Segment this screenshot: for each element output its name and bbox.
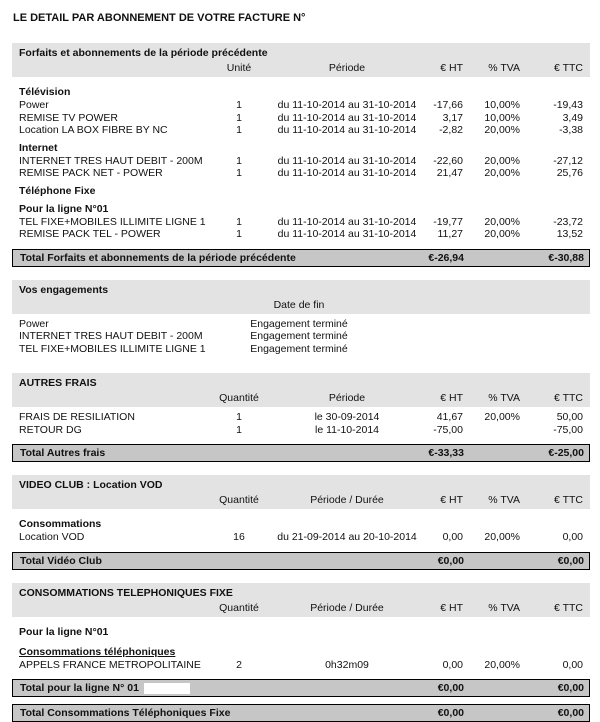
cell-ht: 41,67 xyxy=(425,411,463,424)
cell-tva: 20,00% xyxy=(463,531,520,544)
total-ttc: €0,00 xyxy=(521,707,584,719)
section-rows xyxy=(12,509,590,549)
cell-quantity: 1 xyxy=(209,99,269,112)
column-headers xyxy=(19,494,583,506)
cell-period: du 11-10-2014 au 31-10-2014 xyxy=(269,216,425,229)
column-ttc: € TTC xyxy=(520,62,583,74)
section-video-club xyxy=(12,475,590,570)
table-row xyxy=(19,424,583,437)
cell-quantity: 1 xyxy=(209,228,269,241)
table-row xyxy=(19,112,583,125)
total-bar-video-club xyxy=(12,552,590,570)
total-ht: €-26,94 xyxy=(426,252,464,264)
column-name-spacer xyxy=(19,392,209,404)
cell-ttc: -19,43 xyxy=(520,99,583,112)
cell-period: du 11-10-2014 au 31-10-2014 xyxy=(269,112,425,125)
section-header-bar xyxy=(12,373,590,407)
section-engagements xyxy=(12,280,590,361)
column-headers xyxy=(19,392,583,404)
section-header-bar xyxy=(12,583,590,617)
cell-date-fin: Engagement terminé xyxy=(209,330,389,343)
cell-ht: 11,27 xyxy=(425,228,463,241)
column-ttc: € TTC xyxy=(520,494,583,506)
column-period: Période xyxy=(269,62,425,74)
cell-tva: 10,00% xyxy=(463,99,520,112)
column-ht: € HT xyxy=(425,62,463,74)
total-bar-conso-tel-fixe xyxy=(12,704,590,722)
total-ttc: €-25,00 xyxy=(521,447,584,459)
column-name-spacer xyxy=(19,62,209,74)
column-tva: % TVA xyxy=(463,494,520,506)
cell-period: le 30-09-2014 xyxy=(269,411,425,424)
cell-ttc: 3,49 xyxy=(520,112,583,125)
table-row xyxy=(19,124,583,137)
cell-quantity: 1 xyxy=(209,216,269,229)
table-row xyxy=(19,228,583,241)
column-ttc: € TTC xyxy=(520,392,583,404)
cell-ht: 0,00 xyxy=(425,659,463,672)
column-headers xyxy=(19,299,583,311)
column-period: Période / Durée xyxy=(269,602,425,614)
table-row xyxy=(19,531,583,544)
cell-ttc: 13,52 xyxy=(520,228,583,241)
column-date-fin: Date de fin xyxy=(209,299,389,311)
cell-quantity: 1 xyxy=(209,124,269,137)
section-header-bar xyxy=(12,280,590,314)
total-ht: €0,00 xyxy=(426,555,464,567)
column-headers xyxy=(19,602,583,614)
column-unit: Quantité xyxy=(209,602,269,614)
column-headers xyxy=(19,62,583,74)
column-name-spacer xyxy=(19,602,209,614)
total-label xyxy=(20,682,426,694)
section-conso-tel-fixe xyxy=(12,583,590,722)
cell-date-fin: Engagement terminé xyxy=(209,318,389,331)
section-header-bar xyxy=(12,43,590,77)
total-label: Total Consommations Téléphoniques Fixe xyxy=(20,707,426,719)
column-unit: Quantité xyxy=(209,392,269,404)
total-label: Total Vidéo Club xyxy=(20,555,426,567)
cell-name: Location LA BOX FIBRE BY NC xyxy=(19,124,209,137)
cell-tva: 20,00% xyxy=(463,124,520,137)
cell-period: le 11-10-2014 xyxy=(269,424,425,437)
cell-ht: 3,17 xyxy=(425,112,463,125)
column-tva: % TVA xyxy=(463,392,520,404)
section-autres-frais xyxy=(12,373,590,462)
cell-ttc: 0,00 xyxy=(520,659,583,672)
cell-name: TEL FIXE+MOBILES ILLIMITE LIGNE 1 xyxy=(19,343,209,356)
section-title: CONSOMMATIONS TELEPHONIQUES FIXE xyxy=(19,587,583,599)
redacted-box xyxy=(144,683,190,694)
cell-period: du 11-10-2014 au 31-10-2014 xyxy=(269,99,425,112)
cell-ttc: -3,38 xyxy=(520,124,583,137)
total-bar-autres-frais xyxy=(12,444,590,462)
column-period: Période xyxy=(269,392,425,404)
cell-period: du 11-10-2014 au 31-10-2014 xyxy=(269,167,425,180)
total-bar-ligne-01 xyxy=(12,679,590,697)
column-unit: Unité xyxy=(209,62,269,74)
cell-ht: -2,82 xyxy=(425,124,463,137)
cell-ht: -75,00 xyxy=(425,424,463,437)
total-label: Total Forfaits et abonnements de la période précédente xyxy=(20,252,426,264)
column-ht: € HT xyxy=(425,602,463,614)
cell-quantity: 1 xyxy=(209,167,269,180)
section-title: Forfaits et abonnements de la période précédente xyxy=(19,47,583,59)
cell-ttc: -75,00 xyxy=(520,424,583,437)
total-ht: €0,00 xyxy=(426,682,464,694)
cell-tva: 10,00% xyxy=(463,112,520,125)
section-rows xyxy=(12,407,590,441)
table-row xyxy=(19,411,583,424)
column-ht: € HT xyxy=(425,494,463,506)
cell-tva: 20,00% xyxy=(463,167,520,180)
total-ht: €0,00 xyxy=(426,707,464,719)
cell-date-fin: Engagement terminé xyxy=(209,343,389,356)
cell-name: Location VOD xyxy=(19,531,209,544)
page-title: LE DETAIL PAR ABONNEMENT DE VOTRE FACTURE N° xyxy=(13,12,590,24)
section-rows xyxy=(12,77,590,246)
column-tva: % TVA xyxy=(463,602,520,614)
column-period: Période / Durée xyxy=(269,494,425,506)
cell-tva: 20,00% xyxy=(463,659,520,672)
cell-period: du 11-10-2014 au 31-10-2014 xyxy=(269,228,425,241)
cell-tva xyxy=(463,424,520,437)
total-ttc: €-30,88 xyxy=(521,252,584,264)
cell-ttc: 25,76 xyxy=(520,167,583,180)
cell-ttc: -23,72 xyxy=(520,216,583,229)
cell-quantity: 1 xyxy=(209,155,269,168)
table-row xyxy=(19,318,583,331)
column-unit: Quantité xyxy=(209,494,269,506)
cell-name: RETOUR DG xyxy=(19,424,209,437)
cell-name: TEL FIXE+MOBILES ILLIMITE LIGNE 1 xyxy=(19,216,209,229)
section-title: Vos engagements xyxy=(19,284,583,296)
column-ttc: € TTC xyxy=(520,602,583,614)
row-group-label: Pour la ligne N°01 xyxy=(19,202,583,216)
cell-name: REMISE PACK NET - POWER xyxy=(19,167,209,180)
section-title: VIDEO CLUB : Location VOD xyxy=(19,479,583,491)
cell-quantity: 1 xyxy=(209,424,269,437)
row-group-label: Consommations téléphoniques xyxy=(19,645,583,659)
cell-period: du 11-10-2014 au 31-10-2014 xyxy=(269,124,425,137)
section-header-bar xyxy=(12,475,590,509)
row-group-label: Pour la ligne N°01 xyxy=(19,625,583,639)
table-row xyxy=(19,330,583,343)
cell-name: Power xyxy=(19,99,209,112)
cell-name: Power xyxy=(19,318,209,331)
cell-ttc: -27,12 xyxy=(520,155,583,168)
row-group-label: Téléphone Fixe xyxy=(19,184,583,198)
cell-name: INTERNET TRES HAUT DEBIT - 200M xyxy=(19,330,209,343)
total-label: Total Autres frais xyxy=(20,447,426,459)
total-label-text: Total pour la ligne N° 01 xyxy=(20,682,139,694)
cell-tva: 20,00% xyxy=(463,216,520,229)
total-ttc: €0,00 xyxy=(521,682,584,694)
column-name-spacer xyxy=(19,494,209,506)
section-title: AUTRES FRAIS xyxy=(19,377,583,389)
column-name-spacer xyxy=(19,299,209,311)
cell-quantity: 16 xyxy=(209,531,269,544)
row-group-label: Télévision xyxy=(19,85,583,99)
cell-tva: 20,00% xyxy=(463,411,520,424)
cell-quantity: 1 xyxy=(209,112,269,125)
cell-quantity: 1 xyxy=(209,411,269,424)
column-ht: € HT xyxy=(425,392,463,404)
cell-name: REMISE PACK TEL - POWER xyxy=(19,228,209,241)
row-group-label: Internet xyxy=(19,141,583,155)
section-rows xyxy=(12,314,590,361)
cell-ht: 21,47 xyxy=(425,167,463,180)
table-row xyxy=(19,216,583,229)
cell-period: 0h32m09 xyxy=(269,659,425,672)
table-row xyxy=(19,659,583,672)
section-rows xyxy=(12,617,590,677)
cell-tva: 20,00% xyxy=(463,228,520,241)
cell-ht: 0,00 xyxy=(425,531,463,544)
total-ht: €-33,33 xyxy=(426,447,464,459)
total-bar-forfaits xyxy=(12,249,590,267)
table-row xyxy=(19,343,583,356)
table-row xyxy=(19,99,583,112)
row-group-label: Consommations xyxy=(19,517,583,531)
cell-quantity: 2 xyxy=(209,659,269,672)
cell-period: du 21-09-2014 au 20-10-2014 xyxy=(269,531,425,544)
cell-ht: -22,60 xyxy=(425,155,463,168)
table-row xyxy=(19,167,583,180)
cell-ttc: 50,00 xyxy=(520,411,583,424)
cell-ht: -19,77 xyxy=(425,216,463,229)
cell-period: du 11-10-2014 au 31-10-2014 xyxy=(269,155,425,168)
cell-name: REMISE TV POWER xyxy=(19,112,209,125)
cell-tva: 20,00% xyxy=(463,155,520,168)
cell-name: APPELS FRANCE METROPOLITAINE xyxy=(19,659,209,672)
cell-ht: -17,66 xyxy=(425,99,463,112)
cell-name: INTERNET TRES HAUT DEBIT - 200M xyxy=(19,155,209,168)
section-forfaits xyxy=(12,43,590,267)
total-ttc: €0,00 xyxy=(521,555,584,567)
table-row xyxy=(19,155,583,168)
column-tva: % TVA xyxy=(463,62,520,74)
cell-name: FRAIS DE RESILIATION xyxy=(19,411,209,424)
cell-ttc: 0,00 xyxy=(520,531,583,544)
